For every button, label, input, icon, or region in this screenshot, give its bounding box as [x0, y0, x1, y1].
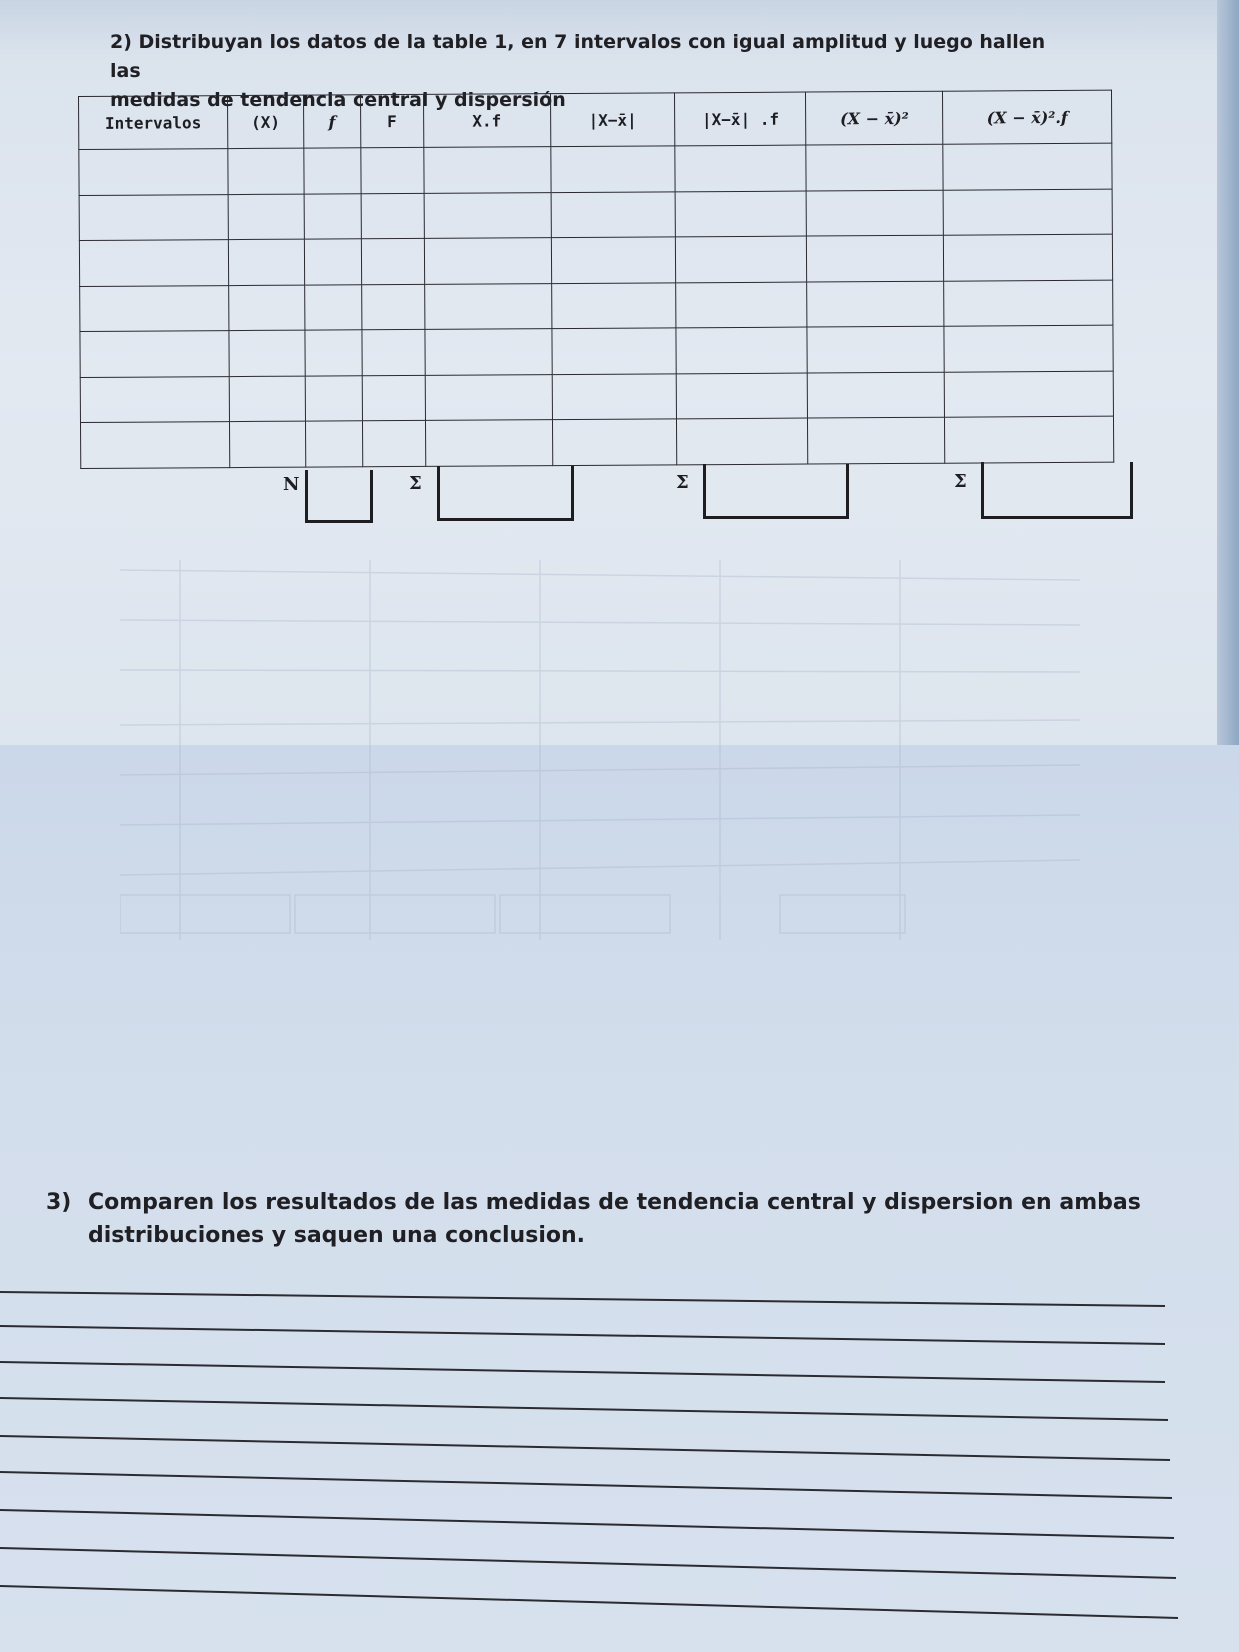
sum-abs-deviation-label: Σ: [676, 472, 689, 493]
question-2-line-1: 2) Distribuyan los datos de la table 1, en 7 intervalos con igual amplitud y luego hallen las: [110, 31, 1046, 82]
answer-line: [0, 1292, 1165, 1306]
header-x: (X): [227, 95, 303, 148]
answer-line: [0, 1586, 1178, 1618]
sum-xf-label: Σ: [409, 473, 422, 494]
question-3-line-1: Comparen los resultados de las medidas de tendencia central y dispersion en ambas: [88, 1190, 1141, 1215]
question-2-line-2: medidas de tendencia central y dispersión: [110, 89, 566, 111]
header-x-times-f: X.f: [423, 94, 550, 148]
header-abs-deviation: |X−x̄|: [550, 93, 675, 147]
header-squared-deviation: (X − x̄)²: [806, 91, 943, 145]
header-intervalos: Intervalos: [79, 96, 228, 150]
answer-line: [0, 1510, 1174, 1538]
answer-line: [0, 1398, 1168, 1420]
answer-line: [0, 1472, 1172, 1498]
answer-line: [0, 1362, 1165, 1382]
header-cumulative-f: F: [360, 94, 423, 147]
total-n-label: N: [283, 474, 300, 495]
header-abs-deviation-times-f: |X−x̄| .f: [675, 92, 806, 146]
sum-squared-deviation-label: Σ: [954, 471, 967, 492]
header-f: f: [303, 95, 360, 148]
answer-line: [0, 1326, 1165, 1344]
answer-line: [0, 1548, 1176, 1578]
header-squared-deviation-times-f: (X − x̄)².f: [943, 90, 1112, 144]
answer-line: [0, 1436, 1170, 1460]
question-3-number: 3): [46, 1190, 72, 1215]
question-3-line-2: distribuciones y saquen una conclusion.: [88, 1223, 585, 1248]
